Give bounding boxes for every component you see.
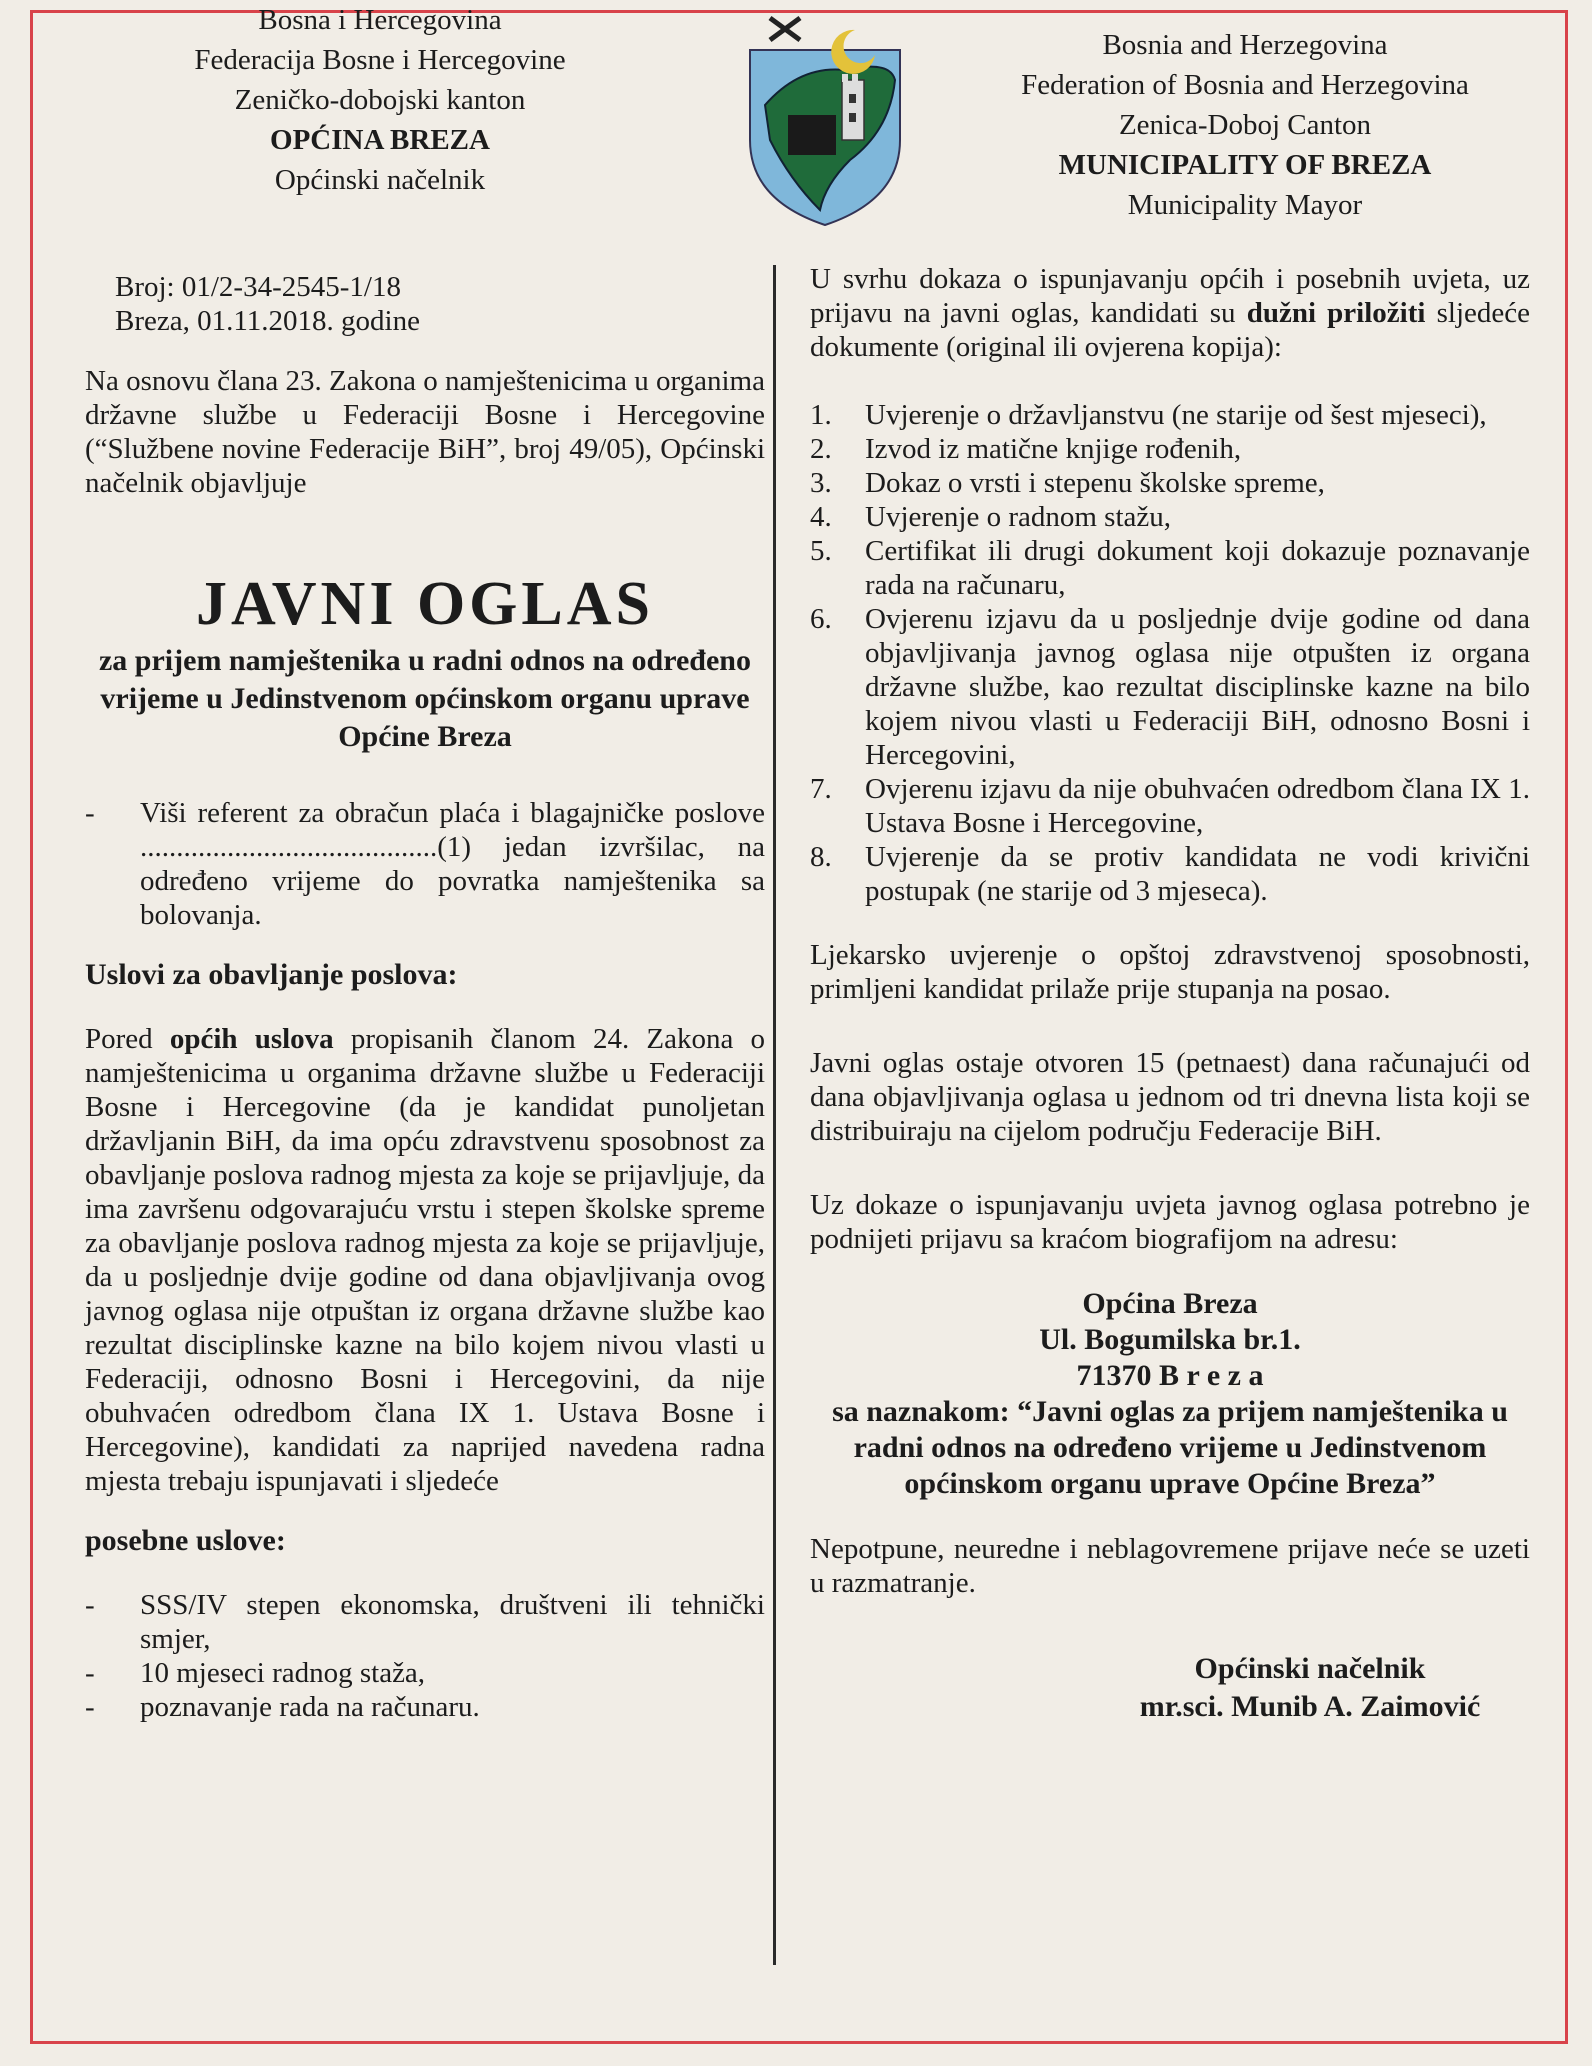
documents-list bbox=[810, 398, 1530, 908]
general-conditions-text: propisanih članom 24. Zakona o namještenicima u organima državne službe u Federaciji Bosne i Hercegovine (da je kandidat punoljetan državljanin BiH, da ima opću zdravstvenu sposobnost za obavljanje poslova radnog mjesta za koje se prijavljuje, da ima završenu odgovarajuću vrstu i stepen školske spreme za obavljanje poslova radnog mjesta za koje se prijavljuje, da u posljednje dvije godine od dana objavljivanja ovog javnog oglasa nije otpuštan iz organa državne službe kao rezultat disciplinske kazne na bilo kojem nivou vlasti u Federaciji, odnosno Bosni i Hercegovini, da nije obuhvaćen odredbom člana IX 1. Ustava Bosne i Hercegovine), kandidati za naprijed navedena radna mjesta trebaju ispunjavati i sljedeće bbox=[85, 1023, 765, 1497]
submit-paragraph: Uz dokaze o ispunjavanju uvjeta javnog oglasa potrebno je podnijeti prijavu sa kraćom biografijom na adresu: bbox=[810, 1189, 1530, 1255]
list-item bbox=[810, 602, 1530, 772]
address-note: sa naznakom: “Javni oglas za prijem namještenika u radni odnos na određeno vrijeme u Jedinstvenom općinskom organu uprave Općine Breza” bbox=[832, 1395, 1508, 1500]
signature-role: Općinski načelnik bbox=[1194, 1652, 1426, 1685]
notice-title: JAVNI OGLAS bbox=[195, 570, 655, 638]
header-left bbox=[140, 0, 620, 200]
address-line: Općina Breza bbox=[1082, 1287, 1258, 1320]
header-right bbox=[965, 25, 1525, 225]
notice-subtitle: za prijem namještenika u radni odnos na određeno vrijeme u Jedinstvenom općinskom organu uprave Općine Breza bbox=[98, 644, 751, 753]
list-item bbox=[810, 432, 1530, 466]
documents-intro-a: U svrhu dokaza o ispunjavanju općih i posebnih uvjeta, uz prijavu na javni oglas, kandidati su bbox=[810, 263, 1530, 329]
column-divider bbox=[773, 265, 776, 1965]
right-column bbox=[810, 262, 1530, 1726]
address-line: Ul. Bogumilska br.1. bbox=[1039, 1323, 1301, 1356]
list-number: 1. bbox=[810, 399, 832, 431]
header-right-canton: Zenica-Doboj Canton bbox=[1118, 109, 1372, 141]
header-left-canton: Zeničko-dobojski kanton bbox=[234, 84, 526, 116]
header-left-municipality: OPĆINA BREZA bbox=[270, 124, 490, 156]
list-number: 8. bbox=[810, 841, 832, 873]
general-conditions-paragraph bbox=[85, 1022, 765, 1498]
incomplete-notice: Nepotpune, neuredne i neblagovremene prijave neće se uzeti u razmatranje. bbox=[810, 1533, 1530, 1599]
list-number: 3. bbox=[810, 467, 832, 499]
special-conditions-heading: posebne uslove: bbox=[85, 1524, 286, 1557]
header-left-country: Bosna i Hercegovina bbox=[258, 4, 502, 36]
municipality-crest-icon bbox=[730, 10, 920, 230]
address-line: 71370 B r e z a bbox=[1076, 1359, 1264, 1392]
header-left-office: Općinski načelnik bbox=[274, 164, 486, 196]
mailing-address bbox=[810, 1286, 1530, 1502]
list-item bbox=[810, 534, 1530, 602]
list-item bbox=[810, 466, 1530, 500]
general-conditions-bold: općih uslova bbox=[169, 1023, 334, 1055]
document-date: Breza, 01.11.2018. godine bbox=[115, 305, 420, 337]
medical-paragraph: Ljekarsko uvjerenje o opštoj zdravstvenoj sposobnosti, primljeni kandidat prilaže prije stupanja na posao. bbox=[810, 939, 1530, 1005]
list-item: - poznavanje rada na računaru. bbox=[85, 1690, 765, 1724]
list-item bbox=[810, 772, 1530, 840]
list-item: - 10 mjeseci radnog staža, bbox=[85, 1656, 765, 1690]
document-meta bbox=[115, 270, 765, 338]
position-item: - Viši referent za obračun plaća i blagajničke poslove .........................................(1) jedan izvršilac, na određeno vrijeme do povratka namještenika sa bolovanja. bbox=[85, 796, 765, 932]
header-right-municipality: MUNICIPALITY OF BREZA bbox=[1058, 149, 1432, 181]
header-right-federation: Federation of Bosnia and Herzegovina bbox=[1021, 69, 1469, 101]
left-column bbox=[85, 270, 765, 1750]
list-item bbox=[810, 840, 1530, 908]
list-text: Ovjerenu izjavu da nije obuhvaćen odredbom člana IX 1. Ustava Bosne i Hercegovine, bbox=[865, 773, 1530, 839]
list-item bbox=[810, 500, 1530, 534]
list-text: Ovjerenu izjavu da u posljednje dvije godine od dana objavljivanja javnog oglasa nije otpušten iz organa državne službe, kao rezultat disciplinske kazne na bilo kojem nivou vlasti u Federaciji BiH, odnosno Bosni i Hercegovini, bbox=[865, 603, 1530, 771]
list-text: Dokaz o vrsti i stepenu školske spreme, bbox=[865, 467, 1325, 499]
list-text: Uvjerenje o radnom stažu, bbox=[865, 501, 1172, 533]
signature-block bbox=[810, 1650, 1530, 1726]
open-period-paragraph: Javni oglas ostaje otvoren 15 (petnaest) dana računajući od dana objavljivanja oglasa u jednom od tri dnevna lista koji se distribuiraju na cijelom području Federacije BiH. bbox=[810, 1047, 1530, 1147]
list-number: 6. bbox=[810, 603, 832, 635]
intro-paragraph: Na osnovu člana 23. Zakona o namještenicima u organima državne službe u Federaciji Bosne i Hercegovine (“Službene novine Federacije BiH”, broj 49/05), Općinski načelnik objavljuje bbox=[85, 365, 765, 499]
conditions-heading: Uslovi za obavljanje poslova: bbox=[85, 958, 458, 991]
list-text: Certifikat ili drugi dokument koji dokazuje poznavanje rada na računaru, bbox=[865, 535, 1530, 601]
list-text: Uvjerenje da se protiv kandidata ne vodi krivični postupak (ne starije od 3 mjeseca). bbox=[865, 841, 1530, 907]
list-number: 2. bbox=[810, 433, 832, 465]
list-number: 5. bbox=[810, 535, 832, 567]
documents-intro bbox=[810, 262, 1530, 364]
special-conditions-list bbox=[85, 1588, 765, 1724]
documents-intro-b: sljedeće dokumente (original ili ovjerena kopija): bbox=[810, 297, 1530, 363]
list-text: Izvod iz matične knjige rođenih, bbox=[865, 433, 1242, 465]
header-right-country: Bosnia and Herzegovina bbox=[1102, 29, 1388, 61]
list-number: 4. bbox=[810, 501, 832, 533]
list-number: 7. bbox=[810, 773, 832, 805]
list-item: - SSS/IV stepen ekonomska, društveni ili tehnički smjer, bbox=[85, 1588, 765, 1656]
document-number: Broj: 01/2-34-2545-1/18 bbox=[115, 271, 401, 303]
header-left-federation: Federacija Bosne i Hercegovine bbox=[194, 44, 566, 76]
list-text: Uvjerenje o državljanstvu (ne starije od šest mjeseci), bbox=[865, 399, 1487, 431]
list-item bbox=[810, 398, 1530, 432]
general-conditions-prefix: Pored bbox=[85, 1023, 153, 1055]
header-right-office: Municipality Mayor bbox=[1127, 189, 1363, 221]
position-list bbox=[85, 796, 765, 932]
documents-intro-bold: dužni priložiti bbox=[1246, 297, 1426, 329]
signature-name: mr.sci. Munib A. Zaimović bbox=[1139, 1690, 1481, 1723]
